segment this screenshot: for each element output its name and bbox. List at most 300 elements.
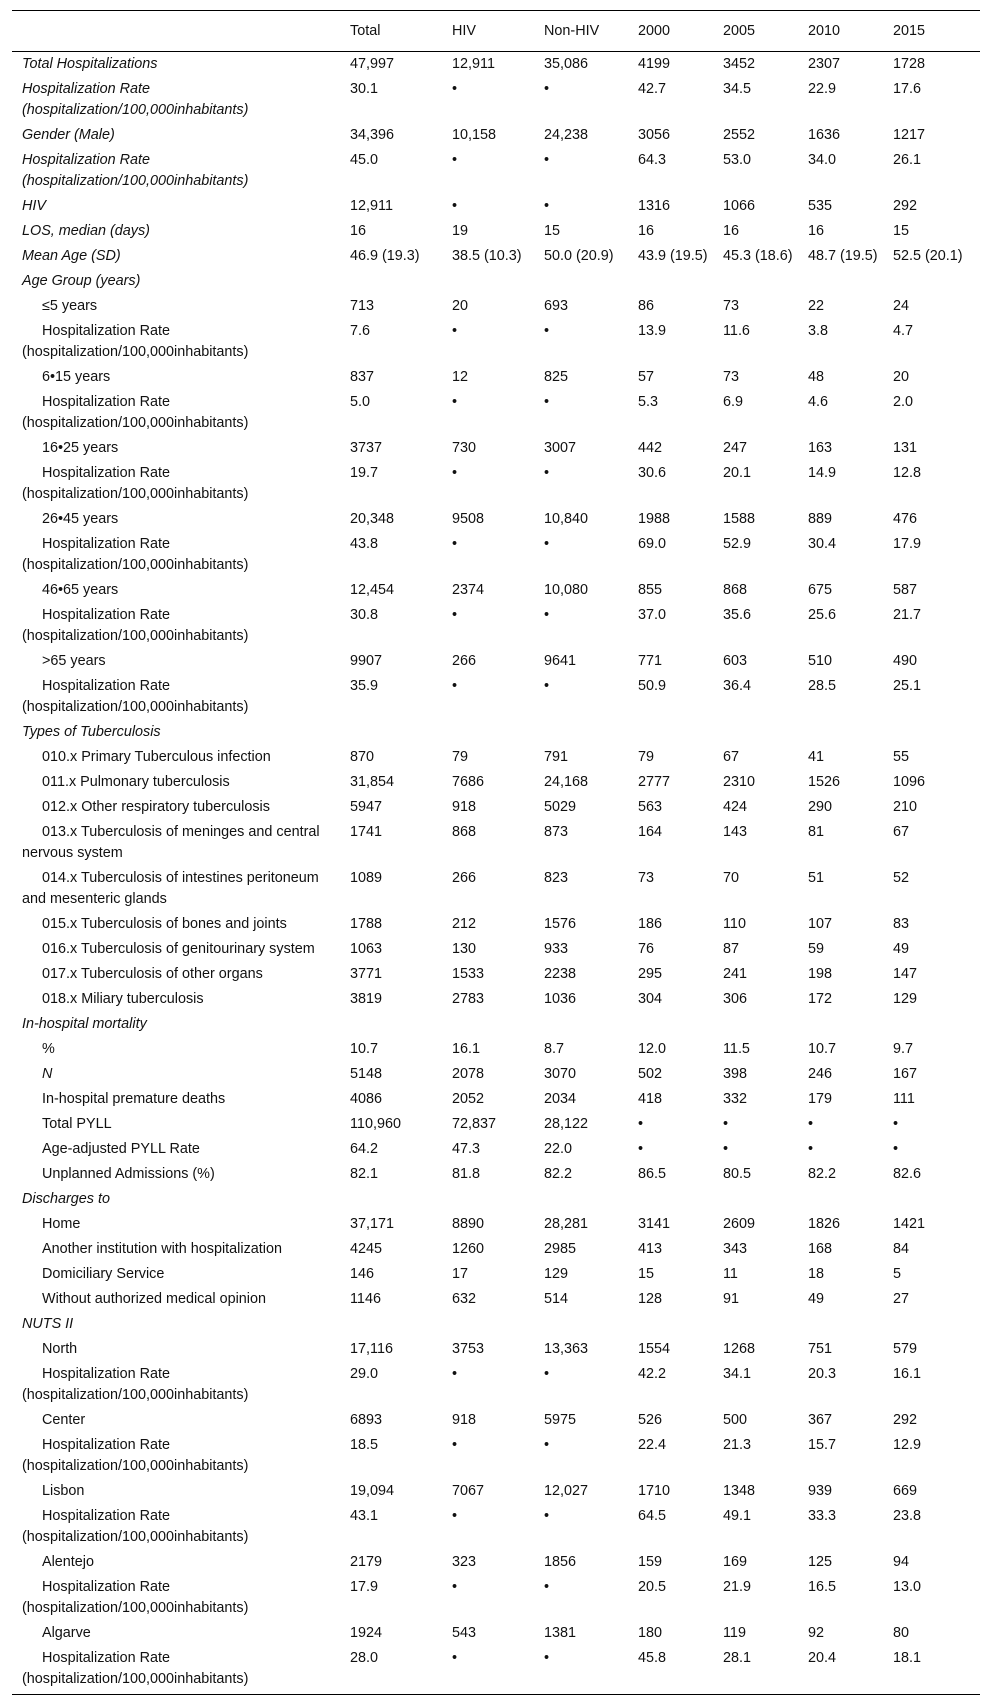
- row-value: 5.0: [350, 394, 371, 410]
- row-label: Domiciliary Service: [42, 1266, 165, 1282]
- row-value: 3.8: [808, 323, 829, 339]
- row-value: 266: [452, 870, 477, 886]
- row-label: 015.x Tuberculosis of bones and joints: [42, 916, 287, 932]
- table-row: [12, 1212, 980, 1237]
- row-value: 10,080: [544, 582, 589, 598]
- row-value: 42.7: [638, 81, 667, 97]
- row-value: •: [544, 607, 550, 623]
- row-value: •: [452, 607, 458, 623]
- row-value: 64.3: [638, 152, 667, 168]
- row-value: 36.4: [723, 678, 752, 694]
- row-label: Hospitalization Rate (hospitalization/100,000inhabitants): [12, 1646, 350, 1695]
- row-value: 1217: [893, 127, 926, 143]
- table-row: [12, 1646, 980, 1695]
- row-value: 939: [808, 1483, 833, 1499]
- row-value: 6893: [350, 1412, 383, 1428]
- row-value: 33.3: [808, 1508, 837, 1524]
- row-label: 016.x Tuberculosis of genitourinary system: [42, 941, 315, 957]
- table-row: [12, 1550, 980, 1575]
- row-value: 2034: [544, 1091, 577, 1107]
- row-value: 873: [544, 824, 569, 840]
- row-value: 34.0: [808, 152, 837, 168]
- row-value: 500: [723, 1412, 748, 1428]
- row-value: 418: [638, 1091, 663, 1107]
- row-value: 15: [638, 1266, 655, 1282]
- row-value: 17.9: [350, 1579, 379, 1595]
- row-value: 1316: [638, 198, 671, 214]
- row-value: [808, 1187, 893, 1212]
- header-label-cell: [12, 11, 350, 52]
- row-value: [544, 720, 638, 745]
- row-value: 46.9 (19.3): [350, 248, 420, 264]
- header-2005: 2005: [723, 11, 808, 52]
- row-value: 2310: [723, 774, 756, 790]
- row-value: 129: [893, 991, 918, 1007]
- row-value: 3007: [544, 440, 577, 456]
- table-row: [12, 365, 980, 390]
- row-value: 28.1: [723, 1646, 808, 1695]
- table-row: [12, 52, 980, 78]
- row-value: 2552: [723, 127, 756, 143]
- row-value: 918: [452, 1412, 477, 1428]
- row-value: •: [723, 1116, 729, 1132]
- row-value: [350, 720, 452, 745]
- section-header-row: [12, 1012, 980, 1037]
- row-value: 80: [893, 1625, 910, 1641]
- row-value: 3452: [723, 56, 756, 72]
- row-value: 110,960: [350, 1116, 401, 1132]
- row-value: 20.3: [808, 1366, 837, 1382]
- row-value: 20.4: [808, 1646, 893, 1695]
- row-value: 73: [638, 870, 655, 886]
- header-2000: 2000: [638, 11, 723, 52]
- row-label: 16•25 years: [42, 440, 119, 456]
- row-value: 143: [723, 824, 748, 840]
- row-value: 918: [452, 799, 477, 815]
- header-hiv: HIV: [452, 11, 544, 52]
- row-value: •: [452, 394, 458, 410]
- row-value: 29.0: [350, 1366, 379, 1382]
- row-value: 8.7: [544, 1041, 565, 1057]
- row-value: 24,168: [544, 774, 589, 790]
- row-value: 4.7: [893, 323, 914, 339]
- row-value: 11.6: [723, 323, 750, 339]
- row-label: Hospitalization Rate (hospitalization/100,000inhabitants): [22, 323, 249, 360]
- row-value: •: [452, 198, 458, 214]
- row-value: •: [452, 152, 458, 168]
- row-value: 16.1: [893, 1366, 922, 1382]
- row-value: 125: [808, 1554, 833, 1570]
- table-row: [12, 1137, 980, 1162]
- row-label: 6•15 years: [42, 369, 111, 385]
- row-value: [638, 269, 723, 294]
- row-value: 210: [893, 799, 918, 815]
- row-value: 16.1: [452, 1041, 481, 1057]
- row-value: 603: [723, 653, 748, 669]
- table-row: [12, 1504, 980, 1550]
- row-value: 1826: [808, 1216, 841, 1232]
- row-value: [452, 269, 544, 294]
- row-label: Gender (Male): [22, 127, 115, 143]
- row-value: 64.5: [638, 1508, 667, 1524]
- row-label: %: [42, 1041, 55, 1057]
- row-value: [723, 1312, 808, 1337]
- row-value: 693: [544, 298, 569, 314]
- row-value: [808, 269, 893, 294]
- row-value: [452, 1312, 544, 1337]
- row-value: 295: [638, 966, 663, 982]
- row-value: •: [452, 1646, 544, 1695]
- row-value: [350, 1187, 452, 1212]
- row-value: 13,363: [544, 1341, 589, 1357]
- row-value: 2.0: [893, 394, 914, 410]
- row-value: 247: [723, 440, 748, 456]
- row-value: 30.6: [638, 465, 667, 481]
- row-value: [350, 1012, 452, 1037]
- row-value: 1063: [350, 941, 383, 957]
- row-value: 15: [544, 223, 561, 239]
- row-value: •: [544, 81, 550, 97]
- row-label: >65 years: [42, 653, 106, 669]
- row-value: 1066: [723, 198, 756, 214]
- row-value: •: [893, 1116, 899, 1132]
- table-row: [12, 1162, 980, 1187]
- row-value: 21.7: [893, 607, 922, 623]
- section-header-row: [12, 720, 980, 745]
- row-value: 10,840: [544, 511, 589, 527]
- table-row: [12, 1479, 980, 1504]
- row-value: 1576: [544, 916, 577, 932]
- row-value: 70: [723, 870, 740, 886]
- row-value: •: [452, 1437, 458, 1453]
- row-value: 8890: [452, 1216, 485, 1232]
- row-value: 37,171: [350, 1216, 395, 1232]
- row-value: 15: [893, 223, 910, 239]
- row-value: 79: [452, 749, 469, 765]
- row-value: 18.5: [350, 1437, 379, 1453]
- table-row: [12, 866, 980, 912]
- row-value: 398: [723, 1066, 748, 1082]
- row-value: 34,396: [350, 127, 395, 143]
- section-header-row: [12, 269, 980, 294]
- row-value: 30.4: [808, 536, 837, 552]
- row-value: 17.9: [893, 536, 922, 552]
- section-header-row: [12, 1312, 980, 1337]
- row-value: 28.5: [808, 678, 837, 694]
- row-value: [452, 1012, 544, 1037]
- row-value: 12,911: [350, 198, 393, 214]
- table-row: [12, 603, 980, 649]
- row-value: 1533: [452, 966, 485, 982]
- row-label: HIV: [22, 198, 46, 214]
- row-value: 669: [893, 1483, 918, 1499]
- row-value: 5029: [544, 799, 577, 815]
- table-row: [12, 674, 980, 720]
- row-value: 23.8: [893, 1508, 922, 1524]
- row-value: 22: [808, 298, 825, 314]
- header-total: Total: [350, 11, 452, 52]
- row-value: 292: [893, 1412, 918, 1428]
- row-label: Hospitalization Rate (hospitalization/100,000inhabitants): [22, 607, 249, 644]
- row-value: 1636: [808, 127, 841, 143]
- section-header-row: [12, 1187, 980, 1212]
- row-label: Hospitalization Rate (hospitalization/100,000inhabitants): [22, 536, 249, 573]
- row-value: 22.0: [544, 1141, 573, 1157]
- row-value: 2985: [544, 1241, 577, 1257]
- row-value: 16: [808, 223, 825, 239]
- row-value: 304: [638, 991, 663, 1007]
- row-value: 107: [808, 916, 833, 932]
- row-value: 50.0 (20.9): [544, 248, 614, 264]
- row-label: 017.x Tuberculosis of other organs: [42, 966, 263, 982]
- table-row: [12, 578, 980, 603]
- row-value: 1421: [893, 1216, 926, 1232]
- table-row: [12, 319, 980, 365]
- row-value: [544, 1187, 638, 1212]
- row-value: 5: [893, 1266, 902, 1282]
- row-label: 018.x Miliary tuberculosis: [42, 991, 204, 1007]
- row-label: Another institution with hospitalization: [42, 1241, 282, 1257]
- row-value: •: [544, 678, 550, 694]
- row-value: 3771: [350, 966, 383, 982]
- row-value: •: [452, 1366, 458, 1382]
- row-value: 43.1: [350, 1508, 379, 1524]
- row-value: 30.1: [350, 81, 379, 97]
- row-value: 1728: [893, 56, 926, 72]
- row-value: 50.9: [638, 678, 667, 694]
- table-row: [12, 962, 980, 987]
- row-value: 81: [808, 824, 825, 840]
- row-value: 147: [893, 966, 918, 982]
- row-value: 15.7: [808, 1437, 837, 1453]
- row-value: 17: [452, 1266, 469, 1282]
- row-value: 7.6: [350, 323, 371, 339]
- row-value: 266: [452, 653, 477, 669]
- row-value: 490: [893, 653, 918, 669]
- row-value: 868: [452, 824, 477, 840]
- row-value: 17.6: [893, 81, 922, 97]
- row-value: 1856: [544, 1554, 577, 1570]
- row-label: LOS, median (days): [22, 223, 150, 239]
- row-value: 42.2: [638, 1366, 667, 1382]
- row-value: 49: [808, 1291, 825, 1307]
- row-value: 3819: [350, 991, 383, 1007]
- row-label: 012.x Other respiratory tuberculosis: [42, 799, 270, 815]
- row-label: 013.x Tuberculosis of meninges and central nervous system: [22, 824, 320, 861]
- row-value: 587: [893, 582, 918, 598]
- row-value: 37.0: [638, 607, 667, 623]
- row-value: 9508: [452, 511, 485, 527]
- row-value: 1096: [893, 774, 926, 790]
- row-value: [893, 720, 980, 745]
- row-value: 35,086: [544, 56, 589, 72]
- row-value: [723, 720, 808, 745]
- header-2015: 2015: [893, 11, 980, 52]
- row-value: 1710: [638, 1483, 671, 1499]
- row-value: 25.1: [893, 678, 922, 694]
- row-value: 16: [350, 223, 367, 239]
- row-value: 34.5: [723, 81, 752, 97]
- row-value: 870: [350, 749, 375, 765]
- row-value: 855: [638, 582, 663, 598]
- row-value: 1526: [808, 774, 841, 790]
- header-non-hiv: Non-HIV: [544, 11, 638, 52]
- table-row: [12, 770, 980, 795]
- row-value: 1268: [723, 1341, 756, 1357]
- table-row: [12, 795, 980, 820]
- row-value: •: [638, 1116, 644, 1132]
- row-value: 442: [638, 440, 663, 456]
- row-label: Hospitalization Rate (hospitalization/100,000inhabitants): [22, 678, 249, 715]
- row-value: 69.0: [638, 536, 667, 552]
- row-label: Center: [42, 1412, 86, 1428]
- table-row: [12, 912, 980, 937]
- row-value: 3737: [350, 440, 383, 456]
- row-value: 579: [893, 1341, 918, 1357]
- row-value: 86: [638, 298, 655, 314]
- row-value: 6.9: [723, 394, 744, 410]
- row-value: 2078: [452, 1066, 485, 1082]
- row-value: 53.0: [723, 152, 752, 168]
- row-label: 010.x Primary Tuberculous infection: [42, 749, 271, 765]
- row-value: 889: [808, 511, 833, 527]
- row-value: [350, 269, 452, 294]
- table-row: [12, 1112, 980, 1137]
- row-value: 3141: [638, 1216, 671, 1232]
- row-value: 67: [893, 824, 910, 840]
- row-value: 9907: [350, 653, 383, 669]
- row-value: 91: [723, 1291, 740, 1307]
- row-value: 9641: [544, 653, 577, 669]
- row-label: Age Group (years): [22, 273, 141, 289]
- row-label: In-hospital premature deaths: [42, 1091, 226, 1107]
- row-value: 502: [638, 1066, 663, 1082]
- row-value: 12,911: [452, 56, 495, 72]
- row-value: 24: [893, 298, 910, 314]
- row-value: 7686: [452, 774, 485, 790]
- row-value: 535: [808, 198, 833, 214]
- row-value: 82.2: [808, 1166, 837, 1182]
- row-label: Hospitalization Rate (hospitalization/100,000inhabitants): [22, 465, 249, 502]
- row-value: 4.6: [808, 394, 829, 410]
- row-value: 27: [893, 1291, 910, 1307]
- row-label: Types of Tuberculosis: [22, 724, 161, 740]
- row-value: 43.9 (19.5): [638, 248, 708, 264]
- row-value: •: [638, 1141, 644, 1157]
- row-value: 47.3: [452, 1141, 481, 1157]
- row-value: 306: [723, 991, 748, 1007]
- table-row: [12, 77, 980, 123]
- table-row: [12, 937, 980, 962]
- row-value: 4086: [350, 1091, 383, 1107]
- row-value: 3070: [544, 1066, 577, 1082]
- table-row: [12, 123, 980, 148]
- row-label: In-hospital mortality: [22, 1016, 147, 1032]
- row-label: Without authorized medical opinion: [42, 1291, 266, 1307]
- row-value: •: [544, 1437, 550, 1453]
- table-row: [12, 1362, 980, 1408]
- row-value: 4245: [350, 1241, 383, 1257]
- row-value: [808, 720, 893, 745]
- table-row: [12, 1287, 980, 1312]
- row-value: 81.8: [452, 1166, 481, 1182]
- row-value: 1260: [452, 1241, 485, 1257]
- table-row: [12, 1037, 980, 1062]
- row-value: 2052: [452, 1091, 485, 1107]
- row-value: •: [452, 678, 458, 694]
- row-value: [452, 720, 544, 745]
- row-value: 110: [723, 916, 746, 932]
- table-row: [12, 1262, 980, 1287]
- row-value: •: [544, 1579, 550, 1595]
- table-row: [12, 649, 980, 674]
- row-value: •: [452, 465, 458, 481]
- table-row: [12, 1575, 980, 1621]
- row-value: 332: [723, 1091, 748, 1107]
- row-value: 73: [723, 298, 740, 314]
- row-value: 5947: [350, 799, 383, 815]
- row-value: 57: [638, 369, 655, 385]
- row-value: 82.2: [544, 1166, 573, 1182]
- row-value: 212: [452, 916, 477, 932]
- row-label: NUTS II: [22, 1316, 74, 1332]
- row-value: 131: [893, 440, 918, 456]
- row-value: 868: [723, 582, 748, 598]
- table-row: [12, 532, 980, 578]
- row-value: 52: [893, 870, 910, 886]
- row-value: 12.0: [638, 1041, 667, 1057]
- row-value: 128: [638, 1291, 663, 1307]
- row-value: 11: [723, 1266, 738, 1282]
- row-value: 4199: [638, 56, 671, 72]
- row-value: 82.1: [350, 1166, 379, 1182]
- table-container: [12, 10, 980, 1695]
- row-value: 246: [808, 1066, 833, 1082]
- row-value: •: [452, 323, 458, 339]
- row-value: 16.5: [808, 1579, 837, 1595]
- table-row: [12, 1408, 980, 1433]
- row-value: 26.1: [893, 152, 922, 168]
- row-value: [808, 1312, 893, 1337]
- row-value: 35.9: [350, 678, 379, 694]
- table-row: [12, 390, 980, 436]
- row-value: •: [544, 1366, 550, 1382]
- row-value: 83: [893, 916, 910, 932]
- row-value: 1089: [350, 870, 383, 886]
- row-value: 168: [808, 1241, 833, 1257]
- row-value: 20.1: [723, 465, 752, 481]
- row-value: 72,837: [452, 1116, 497, 1132]
- row-label: Hospitalization Rate (hospitalization/100,000inhabitants): [22, 1437, 249, 1474]
- row-label: Discharges to: [22, 1191, 110, 1207]
- row-value: 791: [544, 749, 569, 765]
- row-value: 510: [808, 653, 833, 669]
- row-value: 76: [638, 941, 655, 957]
- row-value: [544, 1012, 638, 1037]
- row-value: 3753: [452, 1341, 485, 1357]
- row-value: 92: [808, 1625, 825, 1641]
- row-value: 73: [723, 369, 740, 385]
- row-value: •: [544, 323, 550, 339]
- row-value: 146: [350, 1266, 375, 1282]
- row-value: 751: [808, 1341, 833, 1357]
- row-value: 87: [723, 941, 740, 957]
- row-value: 35.6: [723, 607, 752, 623]
- table-row: [12, 1087, 980, 1112]
- row-value: 48: [808, 369, 825, 385]
- row-value: [638, 1312, 723, 1337]
- row-value: 48.7 (19.5): [808, 248, 878, 264]
